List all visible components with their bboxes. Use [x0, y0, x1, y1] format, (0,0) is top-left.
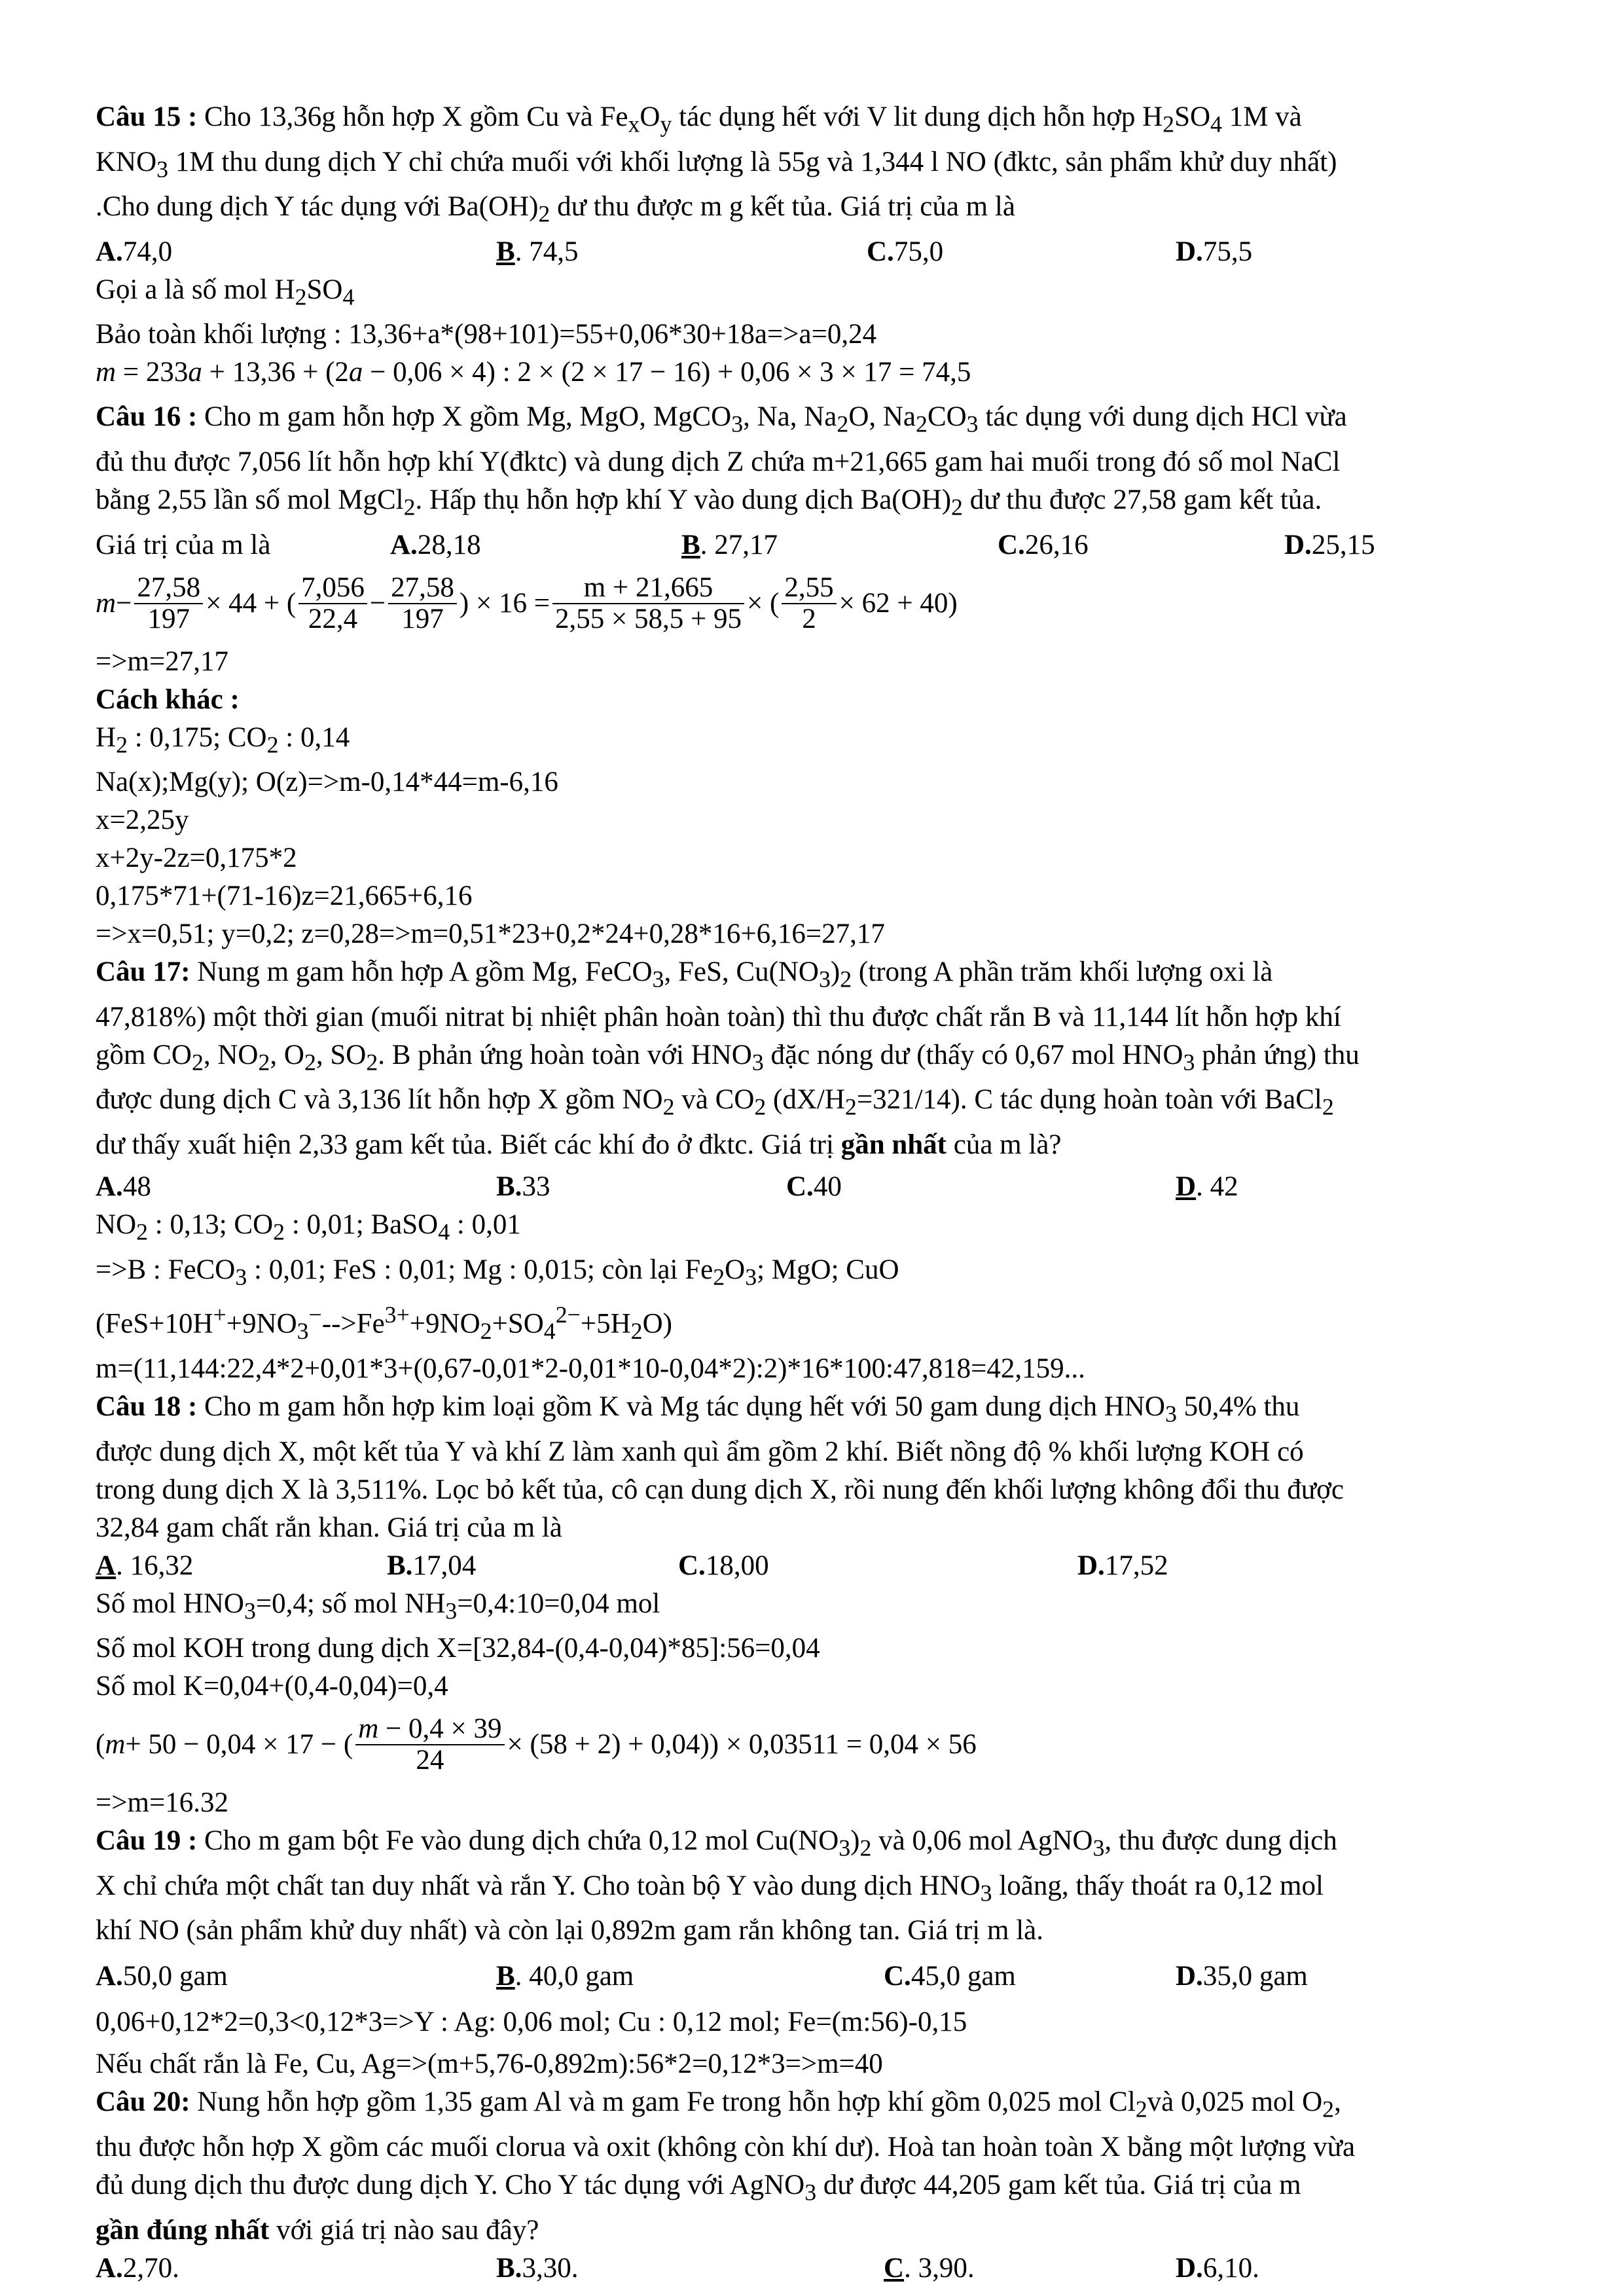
q16-question-end: Giá trị của m là [96, 529, 271, 560]
q15-line-2: $KNO_3$ 1M thu dung dịch Y chỉ chứa muối với khối lượng là 55g và 1,344 l NO (đktc, sản phẩm khử duy nhất) [96, 146, 1337, 183]
q17-solution-1: $NO_2$ : 0,13; $CO_2$ : 0,01; BaSO$_4$ : 0,01 [96, 1209, 521, 1245]
q18-option-d: D. 17,52 [1077, 1550, 1168, 1581]
q19-label: Câu 19 : [96, 1825, 198, 1857]
q18-options [96, 1547, 1555, 1585]
q17-solution-4: m=(11,144:22,4*2+0,01*3+(0,67-0,01*2-0,01*10-0,04*2):2)*16*100:47,818=42,159... [96, 1353, 1085, 1385]
q18-line-1: Câu 18 : Cho m gam hỗn hợp kim loại gồm K và Mg tác dụng hết với 50 gam dung dịch $HNO_3$ 50,4% thu [96, 1391, 1300, 1427]
q16-alt-3: x=2,25y [96, 805, 189, 836]
q15-option-d: D. 75,5 [1176, 236, 1253, 267]
q20-line-4: gần đúng nhất với giá trị nào sau đây? [96, 2214, 539, 2246]
q16-option-d: D. 25,15 [1284, 529, 1375, 560]
q17-line-5: dư thấy xuất hiện 2,33 gam kết tủa. Biết các khí đo ở đktc. Giá trị gần nhất của m là? [96, 1129, 1062, 1160]
q18-solution-2: Số mol KOH trong dung dịch X=[32,84-(0,4-0,04)*85]:56=0,04 [96, 1633, 820, 1664]
q15-label: Câu 15 : [96, 101, 198, 132]
q18-label: Câu 18 : [96, 1391, 198, 1423]
q16-label: Câu 16 : [96, 401, 198, 433]
q18-option-a: A . 16,32 [96, 1550, 194, 1581]
q18-option-b: B. 17,04 [387, 1550, 477, 1581]
q18-line-4: 32,84 gam chất rắn khan. Giá trị của m là [96, 1512, 562, 1543]
q17-solution-3: $(FeS+10H^++9NO_3^--->Fe^{3+}+9NO_2+SO_4^{2-}+5H_2O)$ [96, 1302, 672, 1345]
q15-solution-1: Gọi a là số mol $H_2SO_4$ [96, 274, 355, 310]
q16-option-a: A. 28,18 [390, 529, 481, 560]
q17-option-d: D . 42 [1176, 1171, 1238, 1202]
q17-option-a: A. 48 [96, 1171, 151, 1202]
q16-line-3: bằng 2,55 lần số mol MgCl$_2$. Hấp thụ hỗn hợp khí Y vào dung dịch $Ba(OH)_2$ dư thu được 27,58 gam kết tủa. [96, 484, 1322, 520]
q16-alt-5: 0,175*71+(71-16)z=21,665+6,16 [96, 881, 473, 912]
q19-solution-1: 0,06+0,12*2=0,3<0,12*3=>Y : Ag: 0,06 mol; Cu : 0,12 mol; Fe=(m:56)-0,15 [96, 2007, 967, 2038]
q16-options [96, 526, 1555, 564]
q17-line-2: 47,818%) một thời gian (muối nitrat bị nhiệt phân hoàn toàn) thì thu được chất rắn B và 11,144 lít hỗn hợp khí [96, 1001, 1341, 1032]
q20-option-d: D. 6,10. [1176, 2252, 1259, 2284]
fraction: $\frac{27,58}{197}$ [134, 573, 203, 634]
q15-options [96, 233, 1555, 271]
q19-line-3: khí NO (sản phẩm khử duy nhất) và còn lại 0,892m gam rắn không tan. Giá trị m là. [96, 1915, 1043, 1946]
q20-option-b: B. 3,30. [496, 2252, 579, 2284]
q17-line-3: gồm $CO_2$, $NO_2$, $O_2$, $SO_2$. B phản ứng hoàn toàn với $HNO_3$ đặc nóng dư (thấy có 0,67 mol $HNO_3$ phản ứng) thu [96, 1039, 1360, 1076]
q20-options [96, 2250, 1555, 2287]
fraction: $\frac{27,58}{197}$ [388, 573, 457, 634]
q20-label: Câu 20: [96, 2086, 190, 2118]
q17-option-c: C. 40 [786, 1171, 842, 1202]
q19-option-b: B . 40,0 gam [496, 1961, 634, 1992]
fraction: $\frac{m - 0,4 \times 39}{24}$ [355, 1714, 504, 1776]
q20-line-3: đủ dung dịch thu được dung dịch Y. Cho Y tác dụng với AgNO$_3$ dư được 44,205 gam kết tủa. Giá trị của m [96, 2170, 1301, 2206]
q16-line-2: đủ thu được 7,056 lít hỗn hợp khí Y(đktc) và dung dịch Z chứa m+21,665 gam hai muối trong đó số mol NaCl [96, 446, 1341, 477]
fraction: $\frac{m + 21,665}{2,55 \times 58,5 + 95}$ [552, 573, 744, 634]
q15-option-c: C. 75,0 [867, 236, 944, 267]
q15-solution-2: Bảo toàn khối lượng : 13,36+a*(98+101)=55+0,06*30+18a=>a=0,24 [96, 319, 877, 350]
q18-solution-3: Số mol K=0,04+(0,4-0,04)=0,4 [96, 1671, 448, 1702]
q20-line-1: Câu 20: Nung hỗn hợp gồm 1,35 gam Al và m gam Fe trong hỗn hợp khí gồm 0,025 mol $Cl_2và$ 0,025 mol $O_2$, [96, 2086, 1341, 2123]
q16-alt-6: =>x=0,51; y=0,2; z=0,28=>m=0,51*23+0,2*24+0,28*16+6,16=27,17 [96, 919, 885, 950]
q16-equation: m − $\frac{27,58}{197}$ × 44 + ( $\frac{7,056}{22,4}$ − $\frac{27,58}{197}$ ) × 16 = $\frac{m + 21,665}{2,55 \times 58,5 + 95}$ × ( $\frac{2,55}{2}$ × 62 + 40) [96, 572, 958, 634]
q18-result: =>m=16.32 [96, 1787, 228, 1819]
q17-line-1: Câu 17: Nung m gam hỗn hợp A gồm Mg, FeCO$_3$, FeS, $Cu(NO_3)_2$ (trong A phần trăm khối lượng oxi là [96, 957, 1273, 993]
q16-line-1: Câu 16 : Cho m gam hỗn hợp X gồm Mg, MgO, MgCO$_3$, Na, $Na_2O$, $Na_2CO_3$ tác dụng với dung dịch HCl vừa [96, 401, 1347, 437]
q16-alt-1: $H_2$ : 0,175; $CO_2$ : 0,14 [96, 721, 350, 758]
q20-option-c: C . 3,90. [884, 2252, 975, 2284]
q15-option-b: B . 74,5 [496, 236, 579, 267]
q16-option-b: B . 27,17 [681, 529, 778, 560]
document-page [96, 98, 1555, 2287]
q18-equation: ( m + 50 − 0,04 × 17 − ( $\frac{m - 0,4 \times 39}{24}$ × (58 + 2) + 0,04)) × 0,03511 = 0,04 × 56 [96, 1713, 977, 1776]
q19-line-1: Câu 19 : Cho m gam bột Fe vào dung dịch chứa 0,12 mol $Cu(NO_3)_2$ và 0,06 mol AgNO$_3$, thu được dung dịch [96, 1825, 1337, 1861]
q16-alt-2: Na(x);Mg(y); O(z)=>m-0,14*44=m-6,16 [96, 767, 558, 798]
q16-option-c: C. 26,16 [998, 529, 1089, 560]
q15-line-3: .Cho dung dịch Y tác dụng với $Ba(OH)_2$ dư thu được m g kết tủa. Giá trị của m là [96, 191, 1015, 227]
q19-option-c: C. 45,0 gam [884, 1961, 1016, 1992]
q19-solution-2: Nếu chất rắn là Fe, Cu, Ag=>(m+5,76-0,892m):56*2=0,12*3=>m=40 [96, 2049, 883, 2080]
q18-option-c: C. 18,00 [678, 1550, 769, 1581]
q18-line-3: trong dung dịch X là 3,511%. Lọc bỏ kết tủa, cô cạn dung dịch X, rồi nung đến khối lượng không đổi thu được [96, 1474, 1344, 1505]
q18-line-2: được dung dịch X, một kết tủa Y và khí Z làm xanh quì ẩm gồm 2 khí. Biết nồng độ % khối lượng KOH có [96, 1436, 1304, 1467]
q17-option-b: B. 33 [496, 1171, 550, 1202]
q17-options [96, 1168, 1555, 1206]
q19-line-2: X chỉ chứa một chất tan duy nhất và rắn Y. Cho toàn bộ Y vào dung dịch $HNO_3$ loãng, thấy thoát ra 0,12 mol [96, 1870, 1324, 1906]
q15-line-1: Câu 15 : Cho 13,36g hỗn hợp X gồm Cu và $Fe_xO_y$ tác dụng hết với V lit dung dịch hỗn hợp $H_2SO_4$ 1M và [96, 101, 1302, 137]
q16-alt-heading: Cách khác : [96, 683, 240, 715]
q19-option-d: D. 35,0 gam [1176, 1961, 1308, 1992]
fraction: $\frac{7,056}{22,4}$ [298, 573, 367, 634]
q20-option-a: A. 2,70. [96, 2252, 179, 2284]
q17-solution-2: =>B : FeCO$_3$ : 0,01; FeS : 0,01; Mg : 0,015; còn lại $Fe_2O_3$; MgO; CuO [96, 1254, 899, 1290]
q19-option-a: A. 50,0 gam [96, 1961, 228, 1992]
fraction: $\frac{2,55}{2}$ [782, 573, 836, 634]
q18-solution-1: Số mol $HNO_3=0,4$; số mol $NH_3=0,4:10=0,04$ mol [96, 1588, 660, 1624]
q15-option-a: A. 74,0 [96, 236, 173, 267]
q16-alt-4: x+2y-2z=0,175*2 [96, 843, 297, 874]
q19-options [96, 1958, 1555, 1995]
q20-line-2: thu được hỗn hợp X gồm các muối clorua và oxit (không còn khí dư). Hoà tan hoàn toàn X bằng một lượng vừa [96, 2132, 1356, 2163]
q15-solution-3: m = 233a + 13,36 + (2a − 0,06 × 4) : 2 × (2 × 17 − 16) + 0,06 × 3 × 17 = 74,5 [96, 357, 971, 388]
q17-line-4: được dung dịch C và 3,136 lít hỗn hợp X gồm $NO_2$ và $CO_2$ $(dX/H_2=321/14)$. C tác dụng hoàn toàn với BaCl$_2$ [96, 1084, 1334, 1120]
q16-result: =>m=27,17 [96, 646, 228, 677]
q17-label: Câu 17: [96, 957, 190, 988]
